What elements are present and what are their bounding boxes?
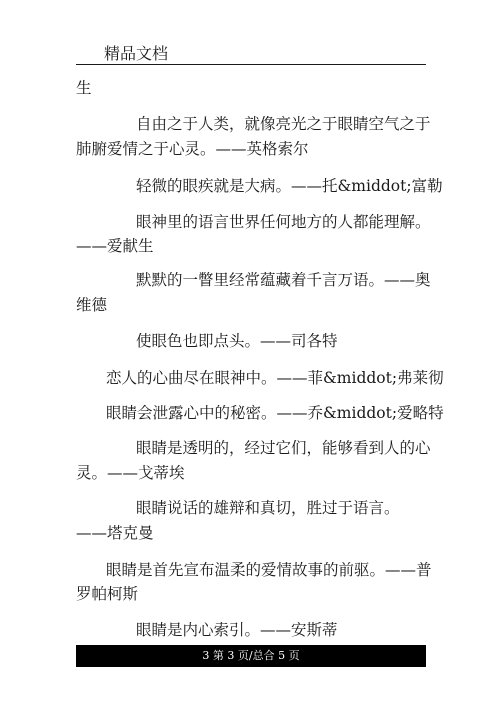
text-line: 灵。——戈蒂埃 xyxy=(76,464,185,482)
text-line: 自由之于人类，就像亮光之于眼睛空气之于 xyxy=(136,115,431,133)
text-line: 默默的一瞥里经常蕴藏着千言万语。——奥 xyxy=(136,271,431,289)
text-line: 生 xyxy=(76,79,92,97)
header-title: 精品文档 xyxy=(104,44,169,63)
text-line: 眼睛会泄露心中的秘密。——乔&middot;爱略特 xyxy=(106,404,444,422)
text-line: 肺腑爱情之于心灵。——英格索尔 xyxy=(76,140,309,158)
text-line: ——爱献生 xyxy=(76,237,154,255)
page-footer xyxy=(76,645,426,667)
text-line: 轻微的眼疾就是大病。——托&middot;富勒 xyxy=(136,177,443,195)
page-number: 3 第 3 页/总合 5 页 xyxy=(202,649,300,662)
text-line: ——塔克曼 xyxy=(76,524,154,542)
text-line: 眼睛说话的雄辩和真切，胜过于语言。 xyxy=(136,499,400,517)
text-line: 恋人的心曲尽在眼神中。——菲&middot;弗莱彻 xyxy=(106,369,444,387)
header-divider xyxy=(76,64,426,65)
text-line: 眼神里的语言世界任何地方的人都能理解。 xyxy=(136,213,431,231)
text-line: 维德 xyxy=(76,296,108,314)
text-line: 使眼色也即点头。——司各特 xyxy=(136,332,338,350)
text-line: 眼睛是首先宣布温柔的爱情故事的前驱。——普 xyxy=(106,561,432,579)
text-line: 罗帕柯斯 xyxy=(76,585,139,603)
text-line: 眼睛是内心索引。——安斯蒂 xyxy=(136,621,338,639)
text-line: 眼睛是透明的，经过它们，能够看到人的心 xyxy=(136,439,431,457)
